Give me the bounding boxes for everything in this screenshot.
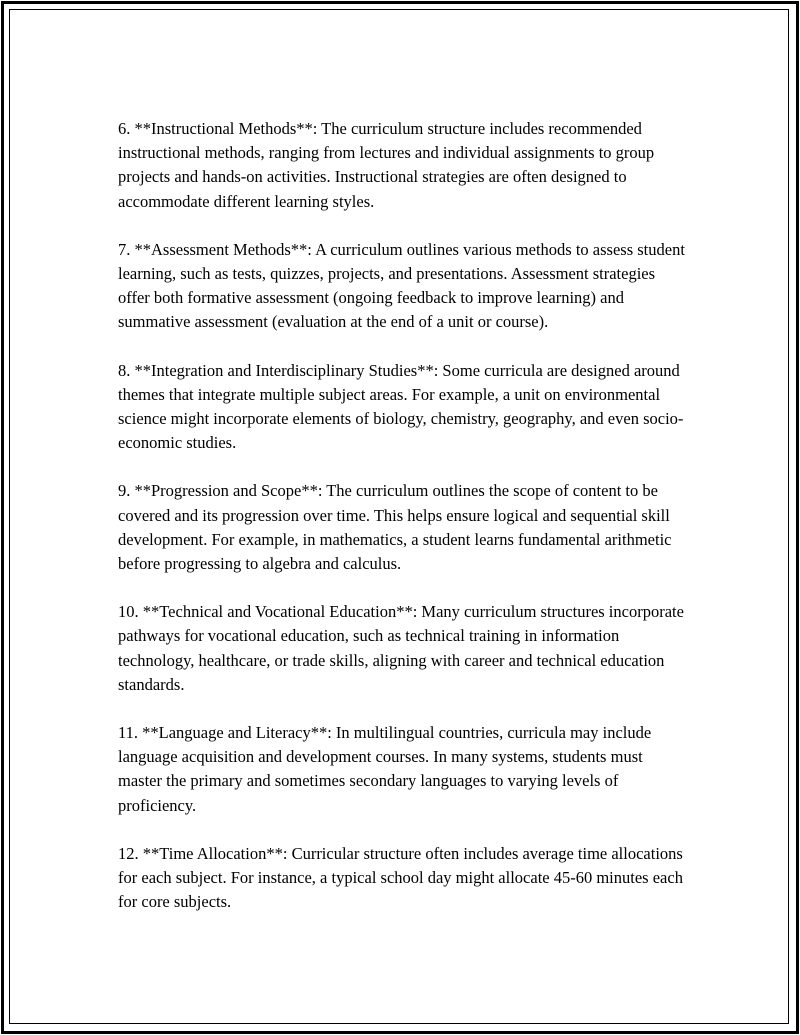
paragraph-progression-scope: 9. **Progression and Scope**: The curriculum outlines the scope of content to be covered and its progression over time. This helps ensure logical and sequential skill development. For example, in mathematics, a student learns fundamental arithmetic before progressing to algebra and calculus. [118, 481, 672, 574]
paragraph-language-literacy: 11. **Language and Literacy**: In multilingual countries, curricula may include language acquisition and development courses. In many systems, students must master the primary and sometimes secondary languages to varying levels of proficiency. [118, 723, 652, 815]
paragraph-time-allocation: 12. **Time Allocation**: Curricular structure often includes average time allocations for each subject. For instance, a typical school day might allocate 45-60 minutes each for core subjects. [118, 843, 683, 912]
paragraph-assessment-methods: 7. **Assessment Methods**: A curriculum outlines various methods to assess student learning, such as tests, quizzes, projects, and presentations. Assessment strategies offer both formative assessment (ongoing feedback to improve learning) and summative assessment (evaluation at the end of a unit or course). [118, 239, 685, 332]
paragraph-technical-vocational: 10. **Technical and Vocational Education**: Many curriculum structures incorporate pathways for vocational education, such as technical training in information technology, healthcare, or trade skills, aligning with career and technical education standards. [118, 602, 684, 694]
paragraph-instructional-methods: 6. **Instructional Methods**: The curriculum structure includes recommended instructional methods, ranging from lectures and individual assignments to group projects and hands-on activities. Instructional strategies are often designed to accommodate different learning styles. [118, 119, 655, 211]
paragraph-integration-interdisciplinary: 8. **Integration and Interdisciplinary Studies**: Some curricula are designed around themes that integrate multiple subject areas. For example, a unit on environmental science might incorporate elements of biology, chemistry, geography, and even socio-economic studies. [118, 360, 684, 453]
document-body [118, 117, 688, 938]
